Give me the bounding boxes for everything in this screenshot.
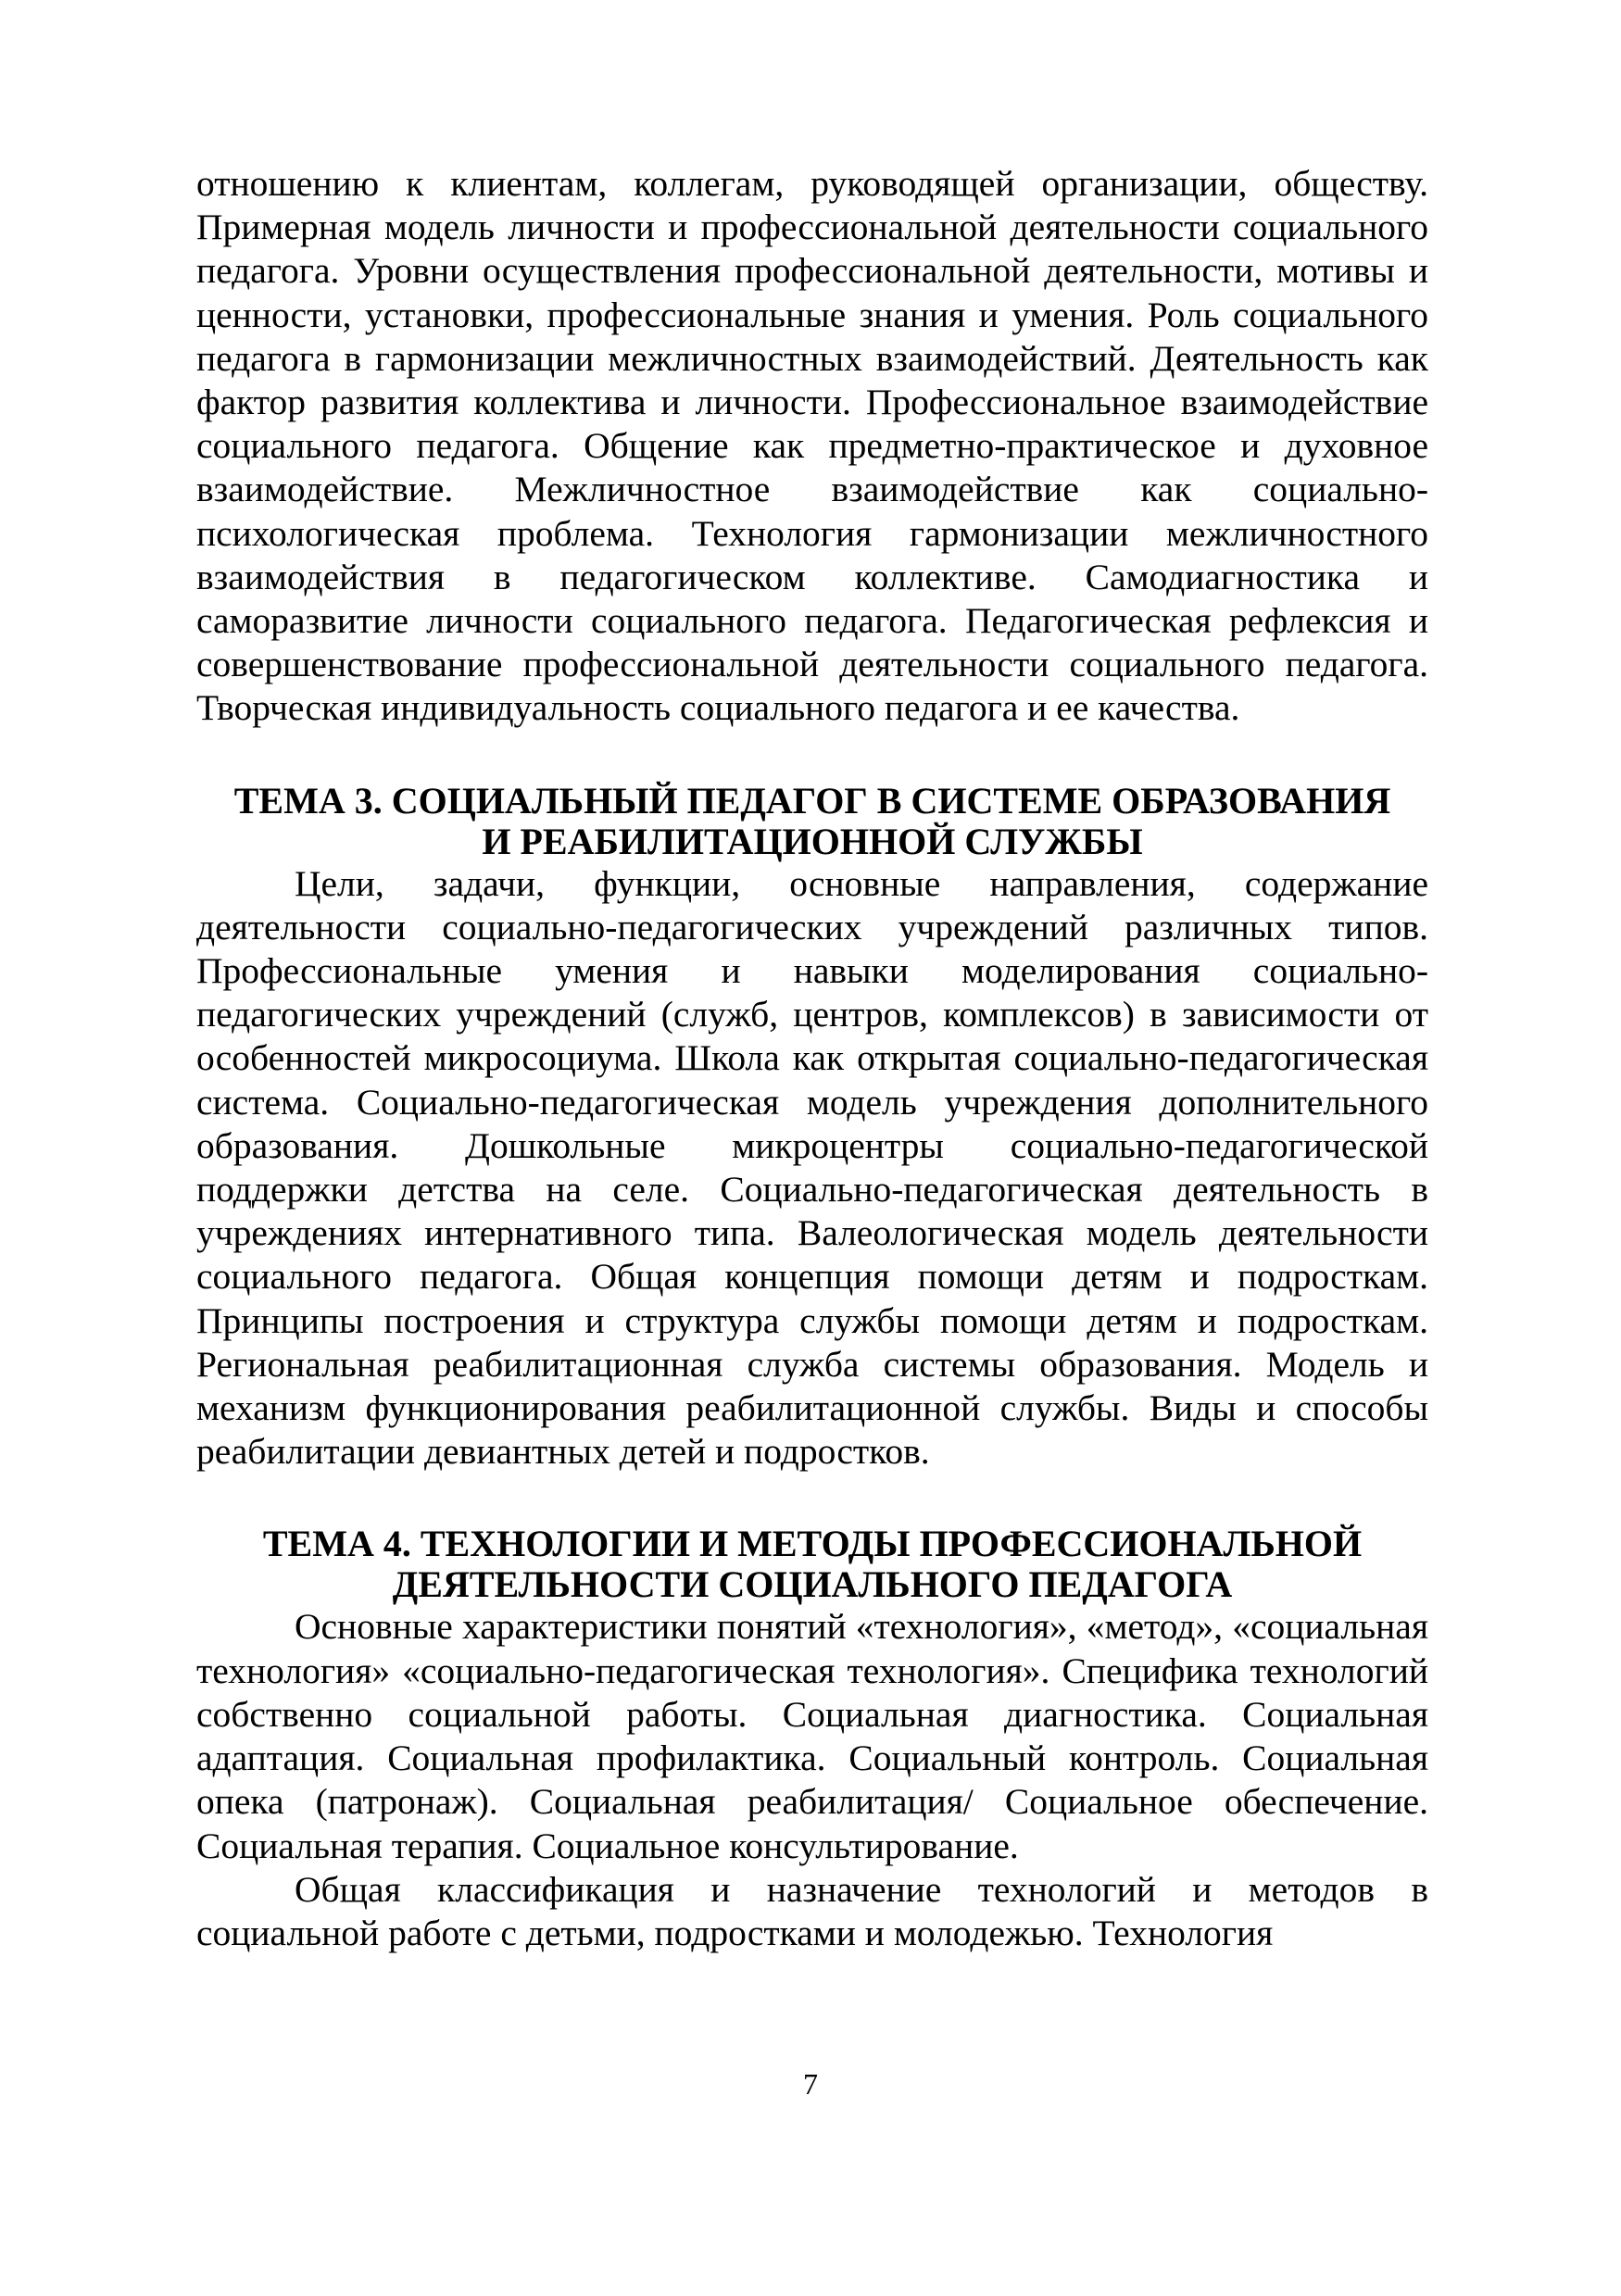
continuation-paragraph: отношению к клиентам, коллегам, руководящей организации, обществу. Примерная модель личности и профессиональной деятельности социального педагога. Уровни осуществления профессиональной деятельности, мотивы и ценности, установки, профессиональные знания и умения. Роль социального педагога в гармонизации межличностных взаимодействий. Деятельность как фактор развития коллектива и личности. Профессиональное взаимодействие социального педагога. Общение как предметно-практическое и духовное взаимодействие. Межличностное взаимодействие как социально-психологическая проблема. Технология гармонизации межличностного взаимодействия в педагогическом коллективе. Самодиагностика и саморазвитие личности социального педагога. Педагогическая рефлексия и совершенствование профессиональной деятельности социального педагога. Творческая индивидуальность социального педагога и ее качества. [196,163,1428,729]
section-3-paragraph: Цели, задачи, функции, основные направления, содержание деятельности социально-педагогических учреждений различных типов. Профессиональные умения и навыки моделирования социально-педагогических учреждений (служб, центров, комплексов) в зависимости от особенностей микросоциума. Школа как открытая социально-педагогическая система. Социально-педагогическая модель учреждения дополнительного образования. Дошкольные микроцентры социально-педагогической поддержки детства на селе. Социально-педагогическая деятельность в учреждениях интернативного типа. Валеологическая модель деятельности социального педагога. Общая концепция помощи детям и подросткам. Принципы построения и структура службы помощи детям и подросткам. Региональная реабилитационная служба системы образования. Модель и механизм функционирования реабилитационной службы. Виды и способы реабилитации девиантных детей и подростков. [196,862,1428,1473]
section-3-heading-line-2: И РЕАБИЛИТАЦИОННОЙ СЛУЖБЫ [482,820,1143,862]
section-4-heading [196,1524,1428,1605]
section-4-heading-line-1: ТЕМА 4. ТЕХНОЛОГИИ И МЕТОДЫ ПРОФЕССИОНАЛЬНОЙ [262,1523,1363,1565]
section-3-heading [196,781,1428,862]
section-4-paragraph-1: Основные характеристики понятий «технология», «метод», «социальная технология» «социально-педагогическая технология». Специфика технологий собственно социальной работы. Социальная диагностика. Социальная адаптация. Социальная профилактика. Социальный контроль. Социальная опека (патронаж). Социальная реабилитация/ Социальное обеспечение. Социальная терапия. Социальное консультирование. [196,1606,1428,1866]
section-4-paragraph-2: Общая классификация и назначение технологий и методов в социальной работе с детьми, подростками и молодежью. Технология [196,1868,1428,1953]
section-3-heading-line-1: ТЕМА 3. СОЦИАЛЬНЫЙ ПЕДАГОГ В СИСТЕМЕ ОБРАЗОВАНИЯ [233,779,1391,822]
page-number: 7 [803,2067,818,2101]
document-page [196,162,1428,1955]
section-4-heading-line-2: ДЕЯТЕЛЬНОСТИ СОЦИАЛЬНОГО ПЕДАГОГА [392,1563,1233,1606]
